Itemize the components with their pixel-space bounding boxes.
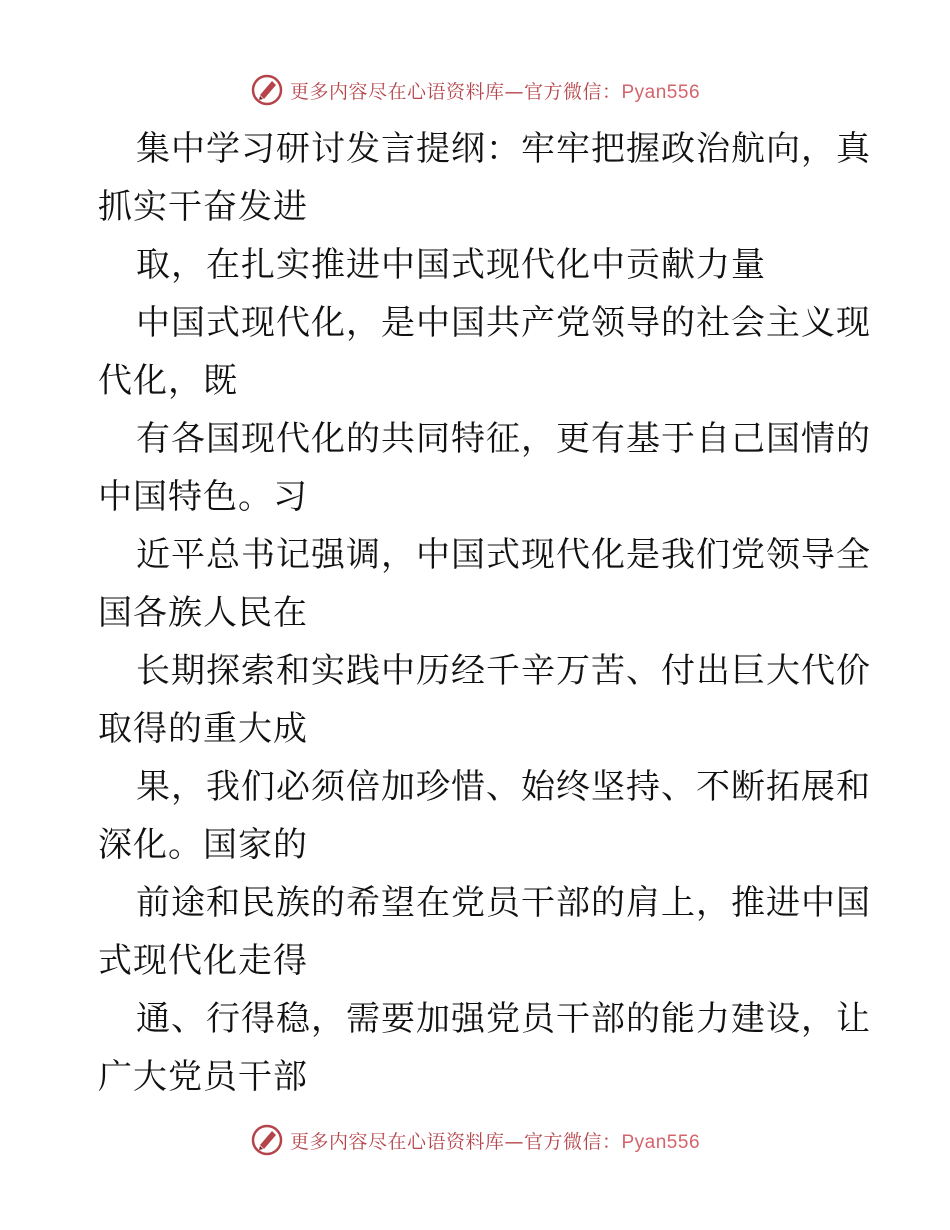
logo-icon: [250, 73, 284, 107]
body-line: 果，我们必须倍加珍惜、始终坚持、不断拓展和: [136, 767, 871, 807]
body-line: 取得的重大成: [98, 709, 308, 749]
header-watermark: [0, 72, 950, 108]
footer-watermark: [0, 1122, 950, 1158]
watermark-text: 更多内容尽在心语资料库—官方微信：Pyan556: [289, 1130, 701, 1153]
body-line: 长期探索和实践中历经千辛万苦、付出巨大代价: [136, 651, 871, 691]
body-line: 通、行得稳，需要加强党员干部的能力建设，让: [136, 999, 871, 1039]
document-body: [98, 120, 871, 1106]
body-line: 式现代化走得: [98, 941, 308, 981]
logo-icon: [250, 1123, 284, 1157]
body-line: 国各族人民在: [98, 593, 308, 633]
body-line: 集中学习研讨发言提纲：牢牢把握政治航向，真: [136, 129, 871, 169]
body-line: 有各国现代化的共同特征，更有基于自己国情的: [136, 419, 871, 459]
body-line: 取，在扎实推进中国式现代化中贡献力量: [136, 245, 766, 285]
body-line: 前途和民族的希望在党员干部的肩上，推进中国: [136, 883, 871, 923]
body-line: 代化，既: [98, 361, 238, 401]
watermark-text: 更多内容尽在心语资料库—官方微信：Pyan556: [289, 80, 701, 103]
body-line: 抓实干奋发进: [98, 187, 308, 227]
body-line: 中国特色。习: [98, 477, 308, 517]
body-line: 深化。国家的: [98, 825, 308, 865]
body-line: 广大党员干部: [98, 1057, 308, 1097]
body-line: 近平总书记强调，中国式现代化是我们党领导全: [136, 535, 871, 575]
body-line: 中国式现代化，是中国共产党领导的社会主义现: [136, 303, 871, 343]
